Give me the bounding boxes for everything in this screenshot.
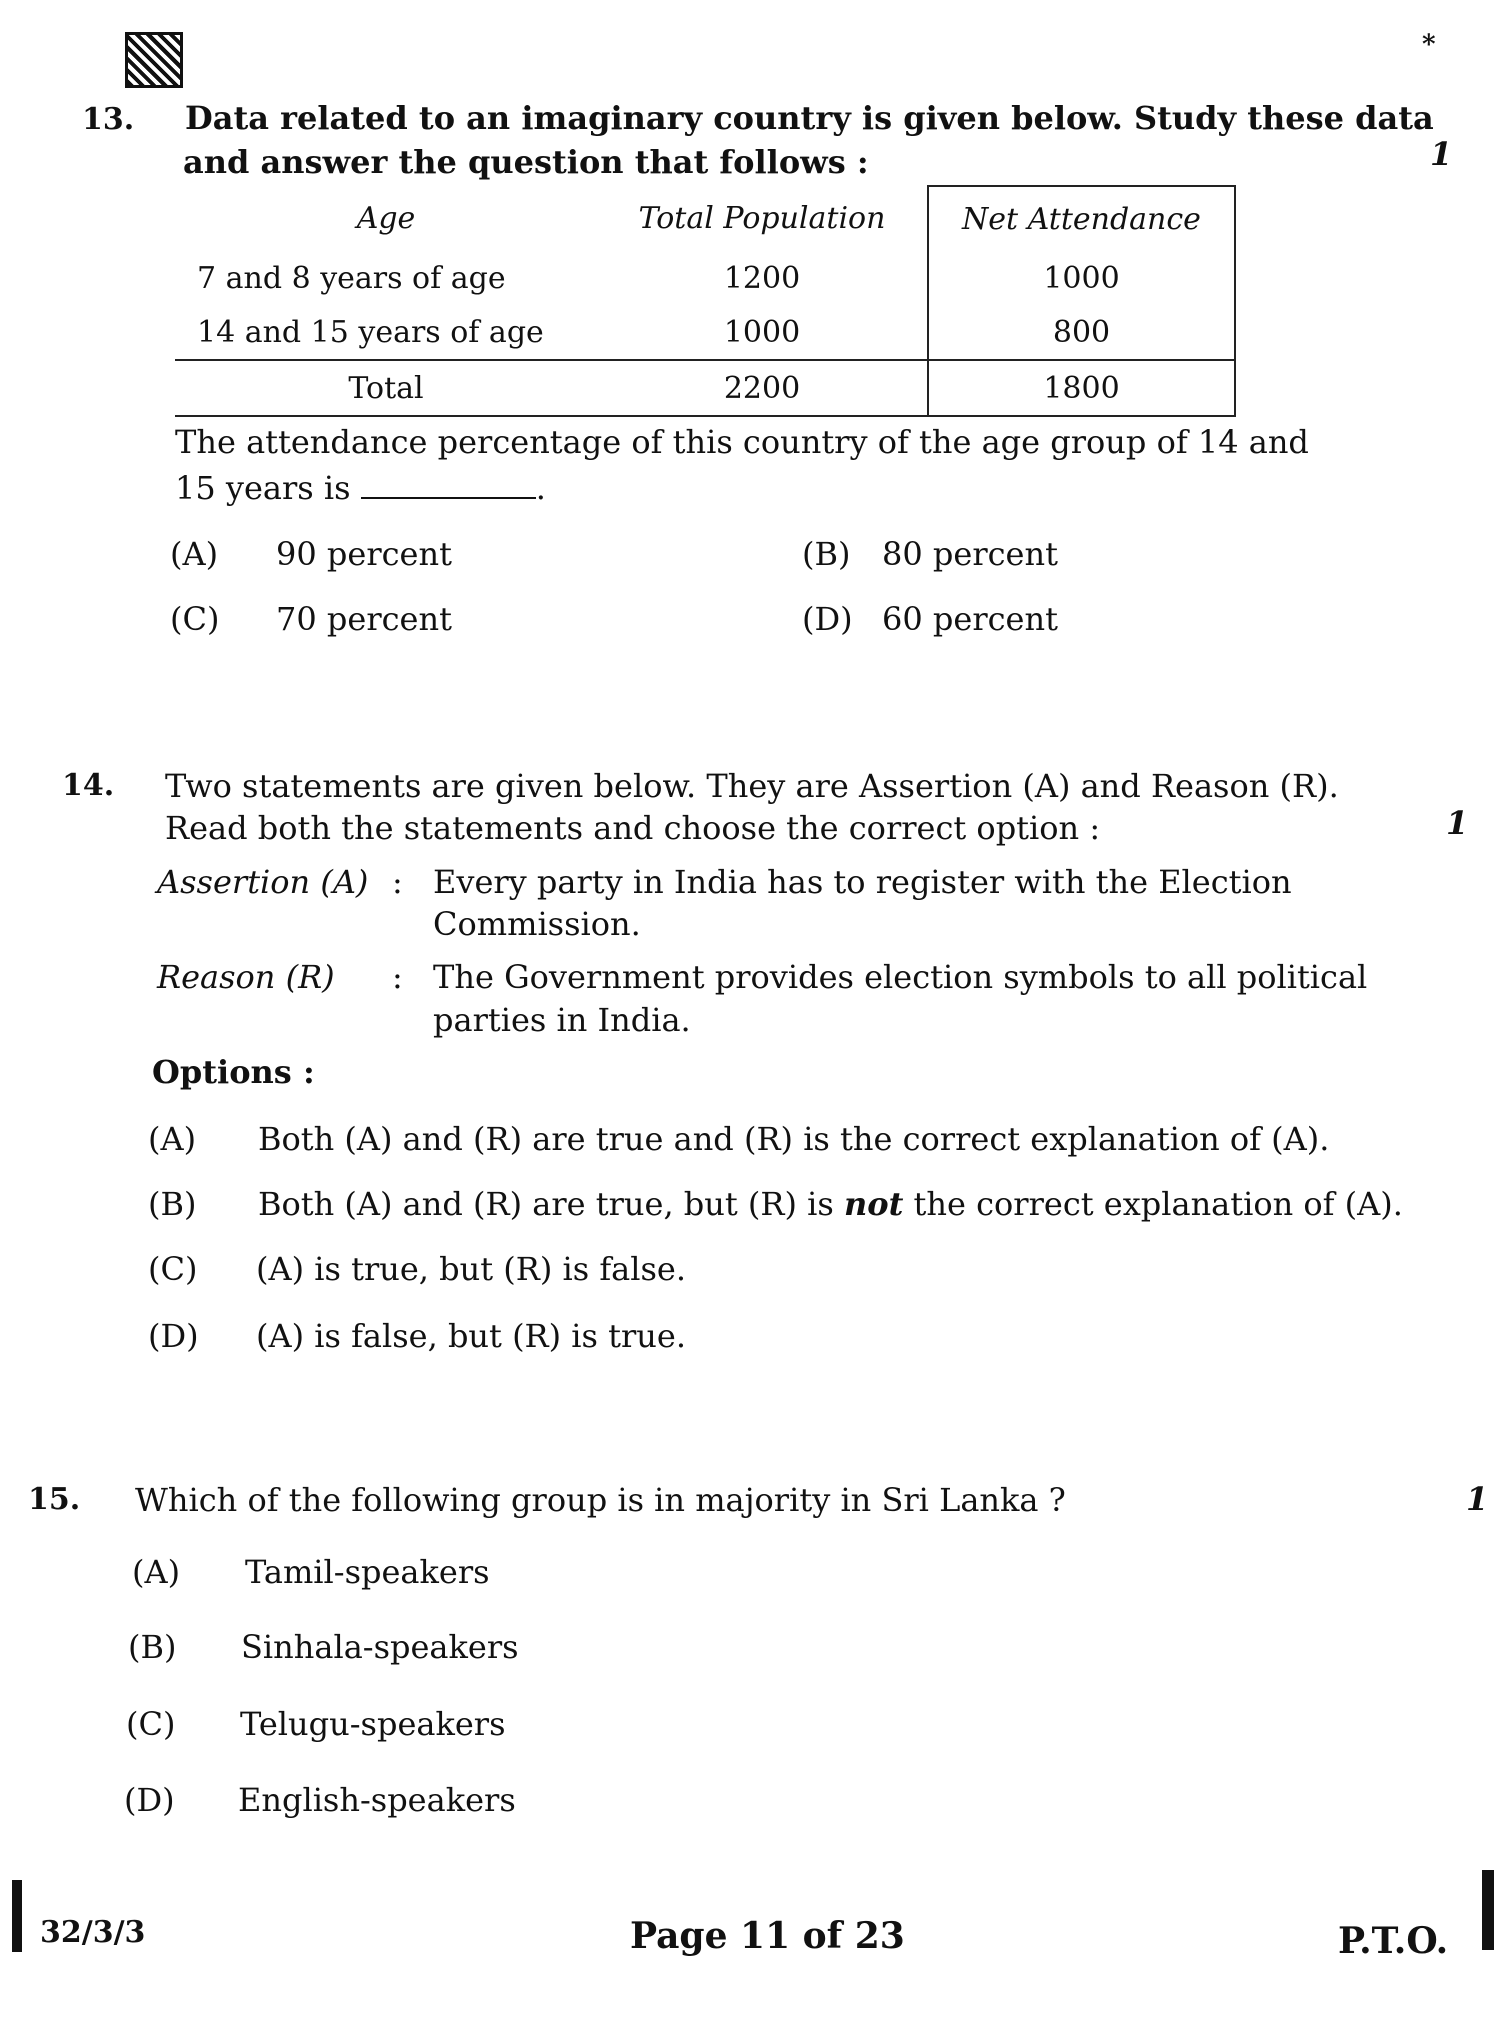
q13-option-d-label: (D) — [802, 600, 853, 638]
q13-option-c-label: (C) — [170, 600, 220, 638]
q14-option-a-label: (A) — [148, 1120, 197, 1158]
q14-number: 14. — [62, 768, 115, 803]
q14-option-b-text — [258, 1185, 1403, 1223]
q15-option-b-text: Sinhala-speakers — [241, 1628, 519, 1666]
table-row — [175, 251, 1235, 305]
assertion-line2: Commission. — [433, 905, 641, 943]
q15-number: 15. — [28, 1482, 81, 1517]
reason-colon: : — [392, 958, 403, 996]
page-number: Page 11 of 23 — [630, 1915, 905, 1957]
row1-age: 7 and 8 years of age — [197, 260, 506, 296]
q13-question-line1: The attendance percentage of this country of the age group of 14 and — [175, 423, 1309, 461]
q15-option-d-text: English-speakers — [238, 1781, 516, 1819]
header-net-attendance: Net Attendance — [928, 186, 1235, 251]
header-age: Age — [356, 201, 416, 236]
reason-line1: The Government provides election symbols to all political — [433, 958, 1368, 996]
row2-attendance: 800 — [928, 305, 1235, 360]
q13-data-table — [175, 185, 1236, 417]
q14-option-d-text: (A) is false, but (R) is true. — [256, 1317, 686, 1355]
q13-intro-line2: and answer the question that follows : — [183, 143, 869, 181]
q15-option-d-label: (D) — [124, 1781, 175, 1819]
q14-option-b-text-before: Both (A) and (R) are true, but (R) is — [258, 1185, 844, 1223]
q13-question-end: . — [535, 469, 546, 507]
row2-population: 1000 — [723, 314, 801, 350]
q13-option-d-text: 60 percent — [882, 600, 1058, 638]
row1-population: 1200 — [723, 260, 801, 296]
q13-option-c-text: 70 percent — [276, 600, 452, 638]
q15-option-a-text: Tamil-speakers — [245, 1553, 490, 1591]
q13-option-b-text: 80 percent — [882, 535, 1058, 573]
q15-option-c-text: Telugu-speakers — [240, 1705, 506, 1743]
q14-option-b-text-after: the correct explanation of (A). — [903, 1185, 1403, 1223]
reason-line2: parties in India. — [433, 1001, 691, 1039]
table-header-row — [175, 186, 1235, 251]
q13-question-line2-wrap — [175, 466, 546, 510]
q14-option-d-label: (D) — [148, 1317, 199, 1355]
q14-option-b-emph: not — [843, 1185, 904, 1223]
q14-option-c-text: (A) is true, but (R) is false. — [256, 1250, 686, 1288]
row2-age: 14 and 15 years of age — [197, 314, 544, 350]
q14-option-a-text: Both (A) and (R) are true and (R) is the correct explanation of (A). — [258, 1120, 1330, 1158]
answer-blank — [361, 469, 536, 499]
q15-option-b-label: (B) — [128, 1628, 177, 1666]
assertion-line1: Every party in India has to register with the Election — [433, 863, 1292, 901]
q15-option-a-label: (A) — [132, 1553, 181, 1591]
table-row — [175, 305, 1235, 360]
q13-option-a-text: 90 percent — [276, 535, 452, 573]
q14-intro-line2: Read both the statements and choose the correct option : — [165, 809, 1101, 847]
q13-number: 13. — [82, 102, 135, 137]
q14-marks: 1 — [1446, 804, 1469, 842]
q14-intro-line1: Two statements are given below. They are Assertion (A) and Reason (R). — [165, 767, 1339, 805]
table-total-row — [175, 360, 1235, 416]
footer-left-bar — [12, 1880, 22, 1952]
q15-option-c-label: (C) — [126, 1705, 176, 1743]
row1-attendance: 1000 — [928, 251, 1235, 305]
header-total-population: Total Population — [638, 201, 886, 236]
q14-option-b-label: (B) — [148, 1185, 197, 1223]
q13-option-b-label: (B) — [802, 535, 851, 573]
total-population: 2200 — [597, 360, 928, 416]
page-marker: * — [1422, 30, 1436, 60]
pto-label: P.T.O. — [1338, 1920, 1449, 1962]
q14-option-c-label: (C) — [148, 1250, 198, 1288]
q13-intro-line1: Data related to an imaginary country is given below. Study these data — [185, 99, 1434, 137]
q15-question: Which of the following group is in majority in Sri Lanka ? — [135, 1481, 1066, 1519]
q15-marks: 1 — [1466, 1480, 1489, 1518]
footer-right-bar — [1482, 1870, 1494, 1950]
paper-code: 32/3/3 — [40, 1915, 146, 1950]
reason-label: Reason (R) — [157, 958, 335, 996]
q13-option-a-label: (A) — [170, 535, 219, 573]
total-attendance: 1800 — [928, 360, 1235, 416]
assertion-colon: : — [392, 863, 403, 901]
exam-logo-icon — [125, 32, 183, 88]
q13-question-line2: 15 years is — [175, 469, 351, 507]
total-label: Total — [175, 360, 597, 416]
q13-marks: 1 — [1430, 135, 1453, 173]
assertion-label: Assertion (A) — [157, 863, 369, 901]
options-heading: Options : — [152, 1053, 315, 1091]
